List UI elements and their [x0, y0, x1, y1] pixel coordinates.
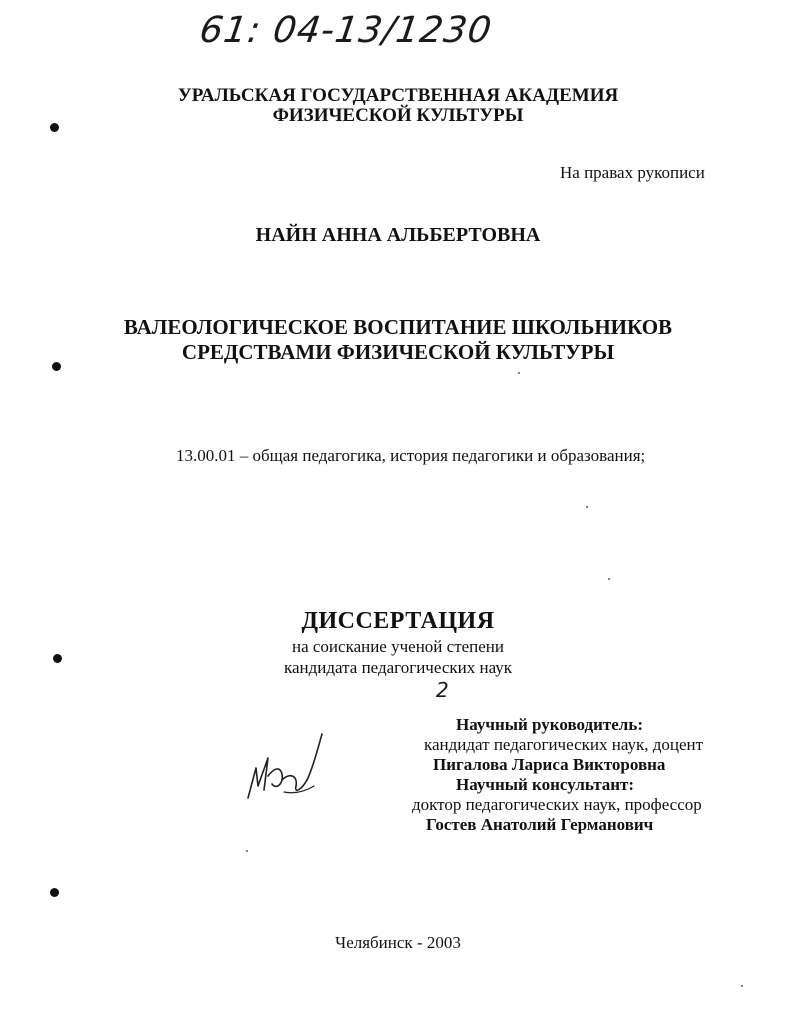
- degree-line-2: кандидата педагогических наук: [283, 658, 513, 677]
- handwritten-signature: [238, 728, 334, 808]
- institution-line-1: УРАЛЬСКАЯ ГОСУДАРСТВЕННАЯ АКАДЕМИЯ: [177, 85, 619, 106]
- supervisor-label: Научный руководитель:: [456, 715, 643, 734]
- binding-hole: [53, 654, 62, 663]
- consultant-name: Гостев Анатолий Германович: [426, 815, 654, 834]
- handwritten-call-number: 61: 04-13/1230: [197, 10, 495, 51]
- scan-speck: [518, 372, 520, 374]
- supervisor-degree: кандидат педагогических наук, доцент: [424, 735, 704, 754]
- binding-hole: [52, 362, 61, 371]
- handwritten-mark: 2: [436, 678, 449, 702]
- manuscript-rights-note: На правах рукописи: [560, 163, 705, 182]
- dissertation-heading: ДИССЕРТАЦИЯ: [301, 608, 495, 634]
- specialty-code: 13.00.01 – общая педагогика, история педагогики и образования;: [176, 446, 646, 465]
- scan-speck: [741, 985, 743, 987]
- scan-speck: [586, 506, 588, 508]
- dissertation-title-line-2: СРЕДСТВАМИ ФИЗИЧЕСКОЙ КУЛЬТУРЫ: [181, 340, 615, 364]
- institution-line-2: ФИЗИЧЕСКОЙ КУЛЬТУРЫ: [272, 105, 524, 126]
- consultant-degree: доктор педагогических наук, профессор: [412, 795, 702, 814]
- binding-hole: [50, 123, 59, 132]
- consultant-label: Научный консультант:: [456, 775, 635, 794]
- author-name: НАЙН АННА АЛЬБЕРТОВНА: [255, 224, 541, 246]
- binding-hole: [50, 888, 59, 897]
- scan-speck: [608, 578, 610, 580]
- dissertation-title-line-1: ВАЛЕОЛОГИЧЕСКОЕ ВОСПИТАНИЕ ШКОЛЬНИКОВ: [123, 315, 673, 339]
- city-year: Челябинск - 2003: [335, 933, 461, 952]
- scan-speck: [246, 850, 248, 852]
- degree-line-1: на соискание ученой степени: [291, 637, 505, 656]
- supervisor-name: Пигалова Лариса Викторовна: [433, 755, 666, 774]
